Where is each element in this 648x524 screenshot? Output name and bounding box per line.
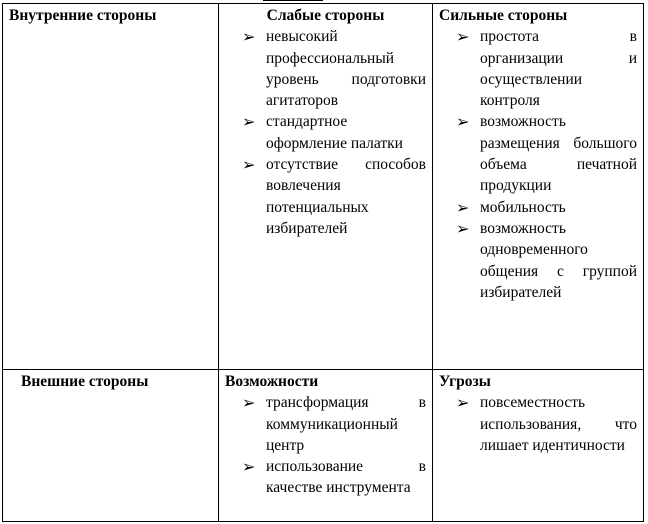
list-item: ➢ повсеместность использования, что лишает идентичности — [456, 393, 637, 454]
threats-cell — [433, 370, 644, 522]
threats-heading: Угрозы — [439, 373, 491, 390]
strengths-heading: Сильные стороны — [439, 7, 568, 24]
arrowhead-bullet-icon: ➢ — [242, 112, 256, 132]
list-item: ➢ стандартное оформление палатки — [242, 112, 403, 152]
arrowhead-bullet-icon: ➢ — [242, 393, 256, 413]
list-item: ➢ простота в организации и осуществлении контроля — [456, 27, 637, 110]
opportunities-cell — [219, 370, 433, 522]
list-item: ➢ возможность одновременного общения с группой избирателей — [456, 218, 637, 301]
opportunities-heading: Возможности — [225, 373, 319, 390]
weaknesses-heading: Слабые стороны — [266, 7, 385, 24]
arrowhead-bullet-icon: ➢ — [242, 27, 256, 47]
arrowhead-bullet-icon: ➢ — [242, 155, 256, 175]
list-item: ➢ использование в качестве инструмента — [242, 457, 426, 497]
threats-list — [439, 392, 637, 456]
swot-table — [2, 3, 644, 522]
arrowhead-bullet-icon: ➢ — [456, 218, 470, 238]
table-row-internal — [3, 4, 644, 370]
weaknesses-list — [225, 26, 426, 239]
list-item: ➢ отсутствие способов вовлечения потенциальных избирателей — [242, 155, 426, 237]
external-side-label: Внешние стороны — [21, 373, 149, 390]
table-row-external — [3, 370, 644, 522]
list-item: ➢ мобильность — [456, 197, 566, 217]
list-item: ➢ невысокий профессиональный уровень подготовки агитаторов — [242, 27, 426, 110]
arrowhead-bullet-icon: ➢ — [456, 197, 470, 217]
weaknesses-cell — [219, 4, 433, 370]
list-item: ➢ возможность размещения большого объема печатной продукции — [456, 112, 637, 195]
strengths-list — [439, 26, 637, 303]
arrowhead-bullet-icon: ➢ — [242, 457, 256, 477]
list-item: ➢ трансформация в коммуникационный центр — [242, 393, 426, 454]
arrowhead-bullet-icon: ➢ — [456, 112, 470, 132]
internal-side-label: Внутренние стороны — [9, 7, 157, 24]
opportunities-list — [225, 392, 426, 498]
strengths-cell — [433, 4, 644, 370]
arrowhead-bullet-icon: ➢ — [456, 27, 470, 47]
external-side-cell — [3, 370, 219, 522]
internal-side-cell — [3, 4, 219, 370]
arrowhead-bullet-icon: ➢ — [456, 393, 470, 413]
